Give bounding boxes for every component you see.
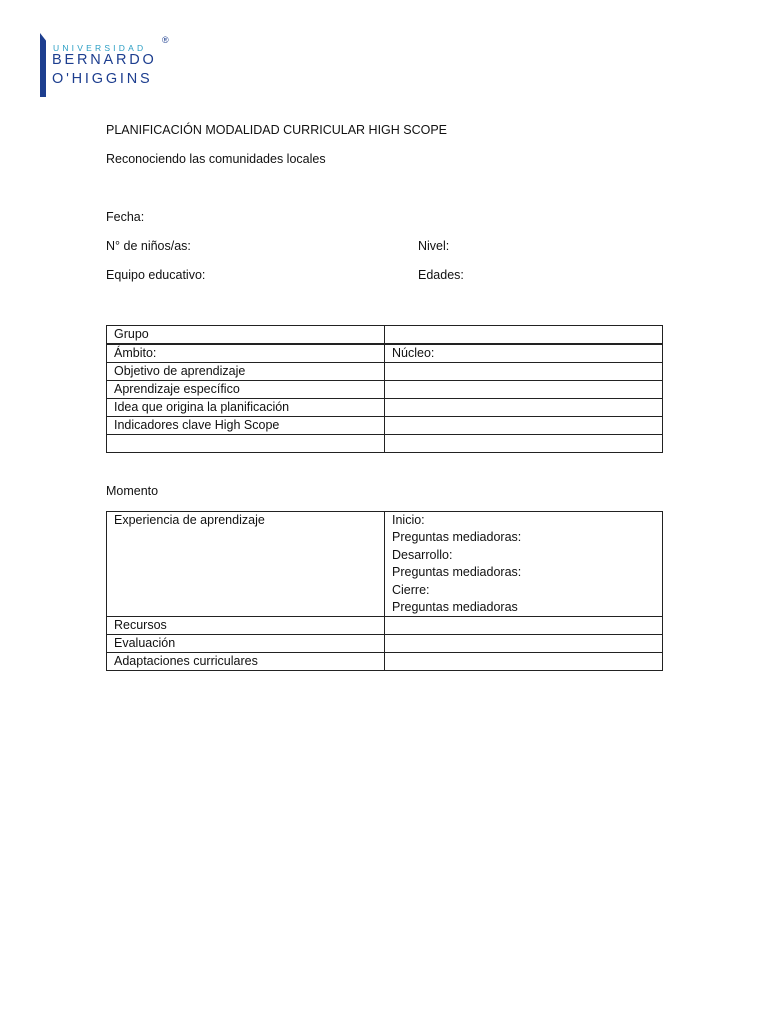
idea-cell: Idea que origina la planificación [107, 399, 385, 417]
table-row [107, 381, 663, 399]
indicadores-value-cell[interactable] [385, 417, 663, 435]
aprendizaje-especifico-value-cell[interactable] [385, 381, 663, 399]
registered-mark-icon: ® [162, 35, 169, 45]
table-row [107, 617, 663, 635]
objetivo-value-cell[interactable] [385, 363, 663, 381]
table-row [107, 653, 663, 671]
equipo-label: Equipo educativo: [106, 268, 206, 282]
preguntas-cierre-label: Preguntas mediadoras [392, 600, 518, 615]
fases-cell [385, 512, 663, 617]
objetivo-cell: Objetivo de aprendizaje [107, 363, 385, 381]
ambito-cell: Ámbito: [107, 344, 385, 363]
recursos-value-cell[interactable] [385, 617, 663, 635]
table-row [107, 512, 663, 617]
adaptaciones-value-cell[interactable] [385, 653, 663, 671]
momento-label: Momento [106, 484, 159, 498]
grupo-cell: Grupo [107, 326, 385, 345]
page-title: PLANIFICACIÓN MODALIDAD CURRICULAR HIGH SCOPE [106, 123, 448, 137]
edades-label: Edades: [418, 268, 464, 282]
desarrollo-label: Desarrollo: [392, 547, 453, 562]
fecha-label: Fecha: [106, 210, 145, 224]
nucleo-cell: Núcleo: [385, 344, 663, 363]
logo-ohiggins-text: O'HIGGINS [52, 71, 153, 87]
grupo-value-cell[interactable] [385, 326, 663, 345]
preguntas-inicio-label: Preguntas mediadoras: [392, 530, 522, 545]
logo-bar-icon [40, 33, 46, 97]
preguntas-desarrollo-label: Preguntas mediadoras: [392, 565, 522, 580]
inicio-label: Inicio: [392, 513, 425, 527]
recursos-cell: Recursos [107, 617, 385, 635]
ninos-label: N° de niños/as: [106, 239, 191, 253]
experiencia-cell: Experiencia de aprendizaje [107, 512, 385, 617]
evaluacion-value-cell[interactable] [385, 635, 663, 653]
table-row [107, 363, 663, 381]
evaluacion-cell: Evaluación [107, 635, 385, 653]
logo-universidad-text: UNIVERSIDAD [53, 43, 147, 53]
university-logo [38, 33, 188, 99]
table-row [107, 326, 663, 345]
empty-cell[interactable] [107, 435, 385, 453]
page-subtitle: Reconociendo las comunidades locales [106, 152, 326, 166]
table-row [107, 399, 663, 417]
idea-value-cell[interactable] [385, 399, 663, 417]
moment-table [106, 511, 663, 671]
table-row [107, 635, 663, 653]
indicadores-cell: Indicadores clave High Scope [107, 417, 385, 435]
logo-bernardo-text: BERNARDO [52, 52, 157, 68]
adaptaciones-cell: Adaptaciones curriculares [107, 653, 385, 671]
cierre-label: Cierre: [392, 582, 430, 597]
table-row [107, 417, 663, 435]
empty-value-cell[interactable] [385, 435, 663, 453]
table-row [107, 344, 663, 363]
planning-table [106, 325, 663, 453]
nivel-label: Nivel: [418, 239, 450, 253]
table-row [107, 435, 663, 453]
aprendizaje-especifico-cell: Aprendizaje específico [107, 381, 385, 399]
